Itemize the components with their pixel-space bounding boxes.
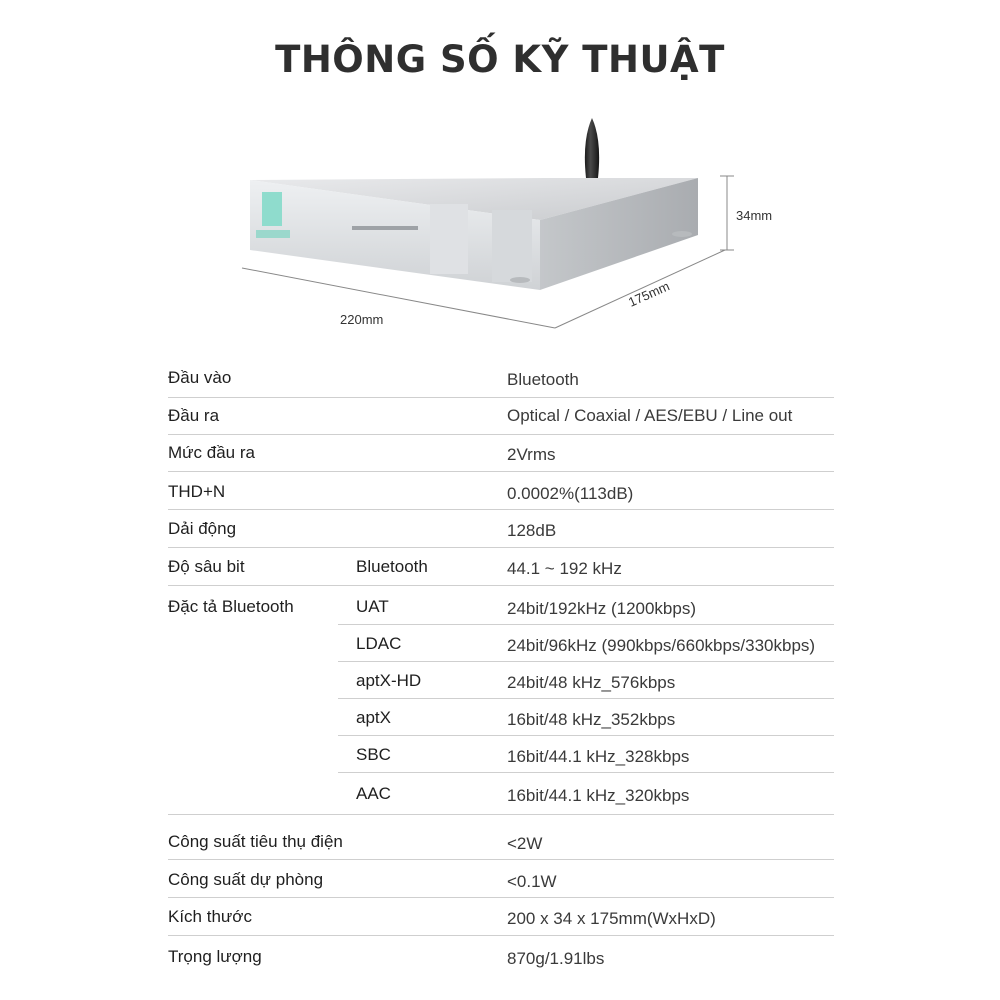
spec-row — [168, 745, 834, 775]
product-image — [220, 100, 780, 340]
row-divider — [168, 547, 834, 548]
spec-row — [168, 708, 834, 738]
spec-label: Kích thước — [168, 907, 252, 926]
row-divider — [168, 434, 834, 435]
spec-value: 0.0002%(113dB) — [507, 484, 634, 503]
spec-sublabel: SBC — [356, 745, 391, 764]
row-divider — [168, 935, 834, 936]
spec-row — [168, 832, 834, 862]
spec-value: 24bit/48 kHz_576kbps — [507, 673, 676, 692]
spec-sublabel: aptX — [356, 708, 391, 727]
spec-row — [168, 671, 834, 701]
row-divider — [168, 585, 834, 586]
row-divider — [168, 897, 834, 898]
spec-value: 16bit/44.1 kHz_328kbps — [507, 747, 690, 766]
spec-sublabel: LDAC — [356, 634, 402, 653]
spec-row — [168, 519, 834, 549]
spec-label: Mức đầu ra — [168, 443, 255, 462]
spec-value: 16bit/48 kHz_352kbps — [507, 710, 676, 729]
row-divider — [338, 772, 834, 773]
spec-sublabel: AAC — [356, 784, 391, 803]
row-divider — [338, 661, 834, 662]
spec-row — [168, 870, 834, 900]
page-title: THÔNG SỐ KỸ THUẬT — [275, 38, 725, 81]
row-divider — [338, 624, 834, 625]
row-divider — [338, 698, 834, 699]
spec-value: 24bit/96kHz (990kbps/660kbps/330kbps) — [507, 636, 816, 655]
spec-row — [168, 368, 834, 398]
spec-row — [168, 443, 834, 473]
spec-sublabel: aptX-HD — [356, 671, 422, 690]
spec-sublabel: UAT — [356, 597, 389, 616]
row-divider — [168, 397, 834, 398]
spec-row — [168, 406, 834, 436]
row-divider — [338, 735, 834, 736]
spec-sublabel: Bluetooth — [356, 557, 428, 576]
spec-label: Đầu ra — [168, 406, 220, 425]
spec-value: Bluetooth — [507, 370, 579, 389]
spec-label: THD+N — [168, 482, 226, 501]
spec-label: Đầu vào — [168, 368, 232, 387]
spec-row — [168, 634, 834, 664]
spec-row — [168, 482, 834, 512]
spec-row — [168, 784, 834, 814]
spec-row — [168, 907, 834, 937]
spec-label: Công suất tiêu thụ điện — [168, 832, 343, 851]
spec-value: Optical / Coaxial / AES/EBU / Line out — [507, 406, 793, 425]
spec-value: <2W — [507, 834, 543, 853]
row-divider — [168, 814, 834, 815]
spec-value: 128dB — [507, 521, 557, 540]
height-dimension-label: 34mm — [736, 208, 773, 223]
spec-value: <0.1W — [507, 872, 557, 891]
spec-value: 44.1 ~ 192 kHz — [507, 559, 622, 578]
row-divider — [168, 471, 834, 472]
spec-row — [168, 947, 834, 977]
spec-value: 24bit/192kHz (1200kbps) — [507, 599, 697, 618]
spec-label: Đặc tả Bluetooth — [168, 597, 294, 616]
spec-value: 2Vrms — [507, 445, 556, 464]
display-panel — [262, 192, 282, 226]
spec-label: Độ sâu bit — [168, 557, 245, 576]
row-divider — [168, 859, 834, 860]
spec-label: Công suất dự phòng — [168, 870, 324, 889]
spec-label: Trọng lượng — [168, 947, 262, 966]
spec-value: 200 x 34 x 175mm(WxHxD) — [507, 909, 716, 928]
spec-row — [168, 597, 834, 627]
spec-row — [168, 557, 834, 587]
spec-value: 870g/1.91lbs — [507, 949, 605, 968]
row-divider — [168, 509, 834, 510]
depth-dimension-label: 175mm — [626, 278, 672, 310]
spec-label: Dải động — [168, 519, 237, 538]
spec-value: 16bit/44.1 kHz_320kbps — [507, 786, 690, 805]
width-dimension-label: 220mm — [340, 312, 384, 327]
antenna-icon — [585, 118, 599, 178]
